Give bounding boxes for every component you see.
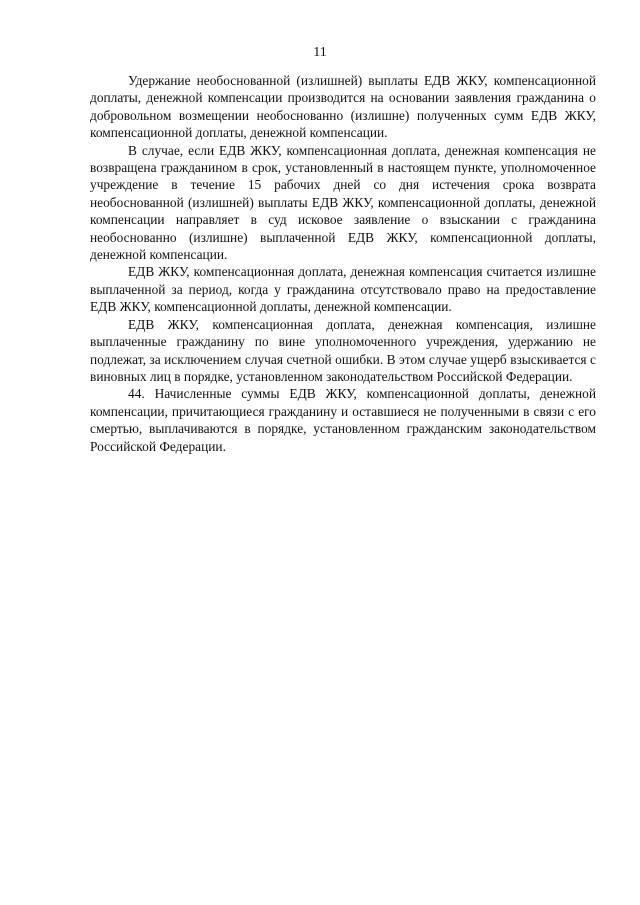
- paragraph-3: ЕДВ ЖКУ, компенсационная доплата, денежная компенсация считается излишне выплаченной за период, когда у гражданина отсутствовало право на предоставление ЕДВ ЖКУ, компенсационной доплаты, денежной компенсации.: [90, 264, 596, 315]
- paragraph-2: В случае, если ЕДВ ЖКУ, компенсационная доплата, денежная компенсация не возвращена гражданином в срок, установленный в настоящем пункте, уполномоченное учреждение в течение 15 рабочих дней со дня истечения срока возврата необоснованной (излишней) выплаты ЕДВ ЖКУ, компенсационной доплаты, денежной компенсации направляет в суд исковое заявление о взыскании с гражданина необоснованно (излишне) выплаченной ЕДВ ЖКУ, компенсационной доплаты, денежной компенсации.: [90, 142, 596, 263]
- paragraph-5: 44. Начисленные суммы ЕДВ ЖКУ, компенсационной доплаты, денежной компенсации, причитающиеся гражданину и оставшиеся не полученными в связи с его смертью, выплачиваются в порядке, установленном гражданским законодательством Российской Федерации.: [90, 386, 596, 454]
- paragraph-4: ЕДВ ЖКУ, компенсационная доплата, денежная компенсация, излишне выплаченные гражданину по вине уполномоченного учреждения, удержанию не подлежат, за исключением случая счетной ошибки. В этом случае ущерб взыскивается с виновных лиц в порядке, установленном законодательством Российской Федерации.: [90, 316, 596, 384]
- page-number: 11: [313, 45, 327, 60]
- paragraph-1: Удержание необоснованной (излишней) выплаты ЕДВ ЖКУ, компенсационной доплаты, денежной компенсации производится на основании заявления гражданина о добровольном возмещении необоснованно (излишне) полученных сумм ЕДВ ЖКУ, компенсационной доплаты, денежной компенсации.: [90, 73, 596, 141]
- document-body: [90, 72, 596, 455]
